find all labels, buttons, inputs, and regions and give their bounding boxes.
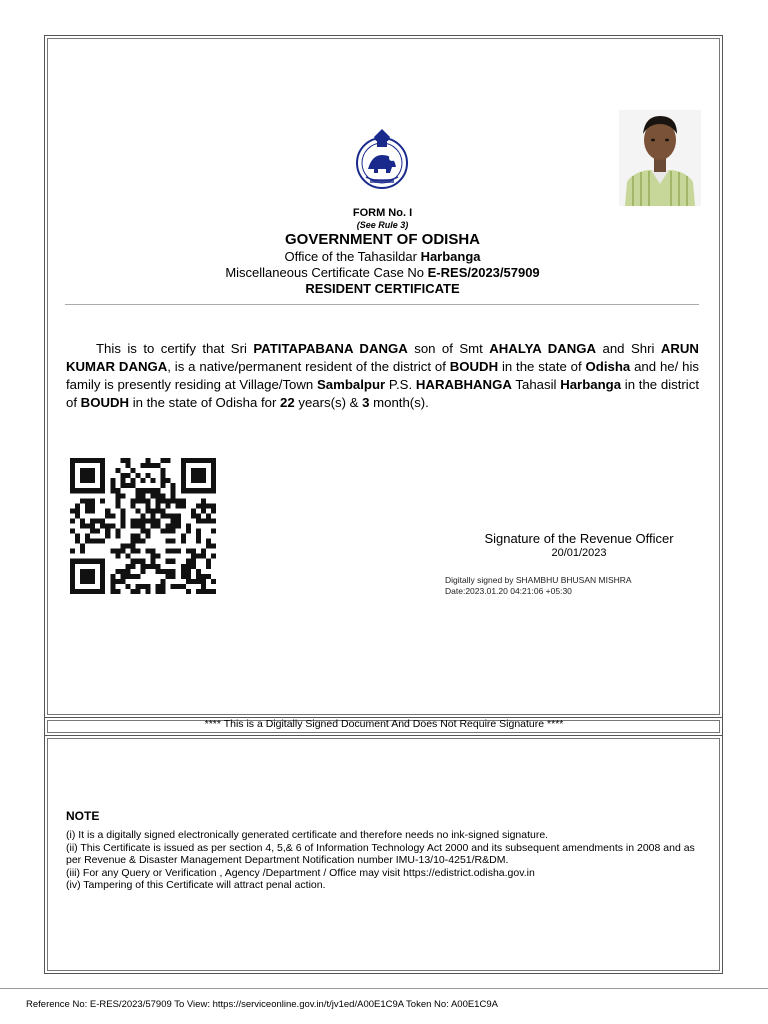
qr-code-icon[interactable]: [70, 458, 216, 594]
body-text: , is a native/permanent resident of the district of: [167, 359, 450, 374]
father-name: ARUN KUMAR DANGA: [66, 341, 699, 374]
body-text: This is to certify that Sri: [96, 341, 254, 356]
note-item: (i) It is a digitally signed electronically generated certificate and therefore needs no ink-signed signature.: [66, 829, 549, 841]
district-name: BOUDH: [80, 395, 130, 410]
body-text: P.S.: [385, 377, 416, 392]
case-line: [60, 265, 705, 280]
case-prefix: Miscellaneous Certificate Case No: [225, 265, 428, 280]
body-text: month(s).: [369, 395, 429, 410]
header-divider: [65, 304, 699, 305]
body-text: Tahasil: [511, 377, 561, 392]
note-item: (iv) Tampering of this Certificate will attract penal action.: [66, 879, 326, 891]
body-text: years(s) &: [294, 395, 363, 410]
tahasil-name: Harbanga: [560, 377, 622, 392]
applicant-name: PATITAPABANA DANGA: [253, 341, 408, 356]
body-text: in the district of: [66, 377, 699, 410]
see-rule: (See Rule 3): [356, 220, 409, 230]
state-name: Odisha: [585, 359, 631, 374]
district-name: BOUDH: [449, 359, 499, 374]
applicant-photo: [619, 110, 701, 206]
digital-signature-info: [445, 575, 632, 597]
digital-signed-banner: **** This is a Digitally Signed Document And Does Not Require Signature ****: [204, 718, 564, 730]
signature-title: Signature of the Revenue Officer: [484, 531, 674, 546]
years-count: 22: [280, 395, 295, 410]
signature-date: 20/01/2023: [551, 547, 607, 559]
note-title: NOTE: [66, 809, 100, 823]
certificate-title: RESIDENT CERTIFICATE: [305, 281, 460, 296]
footer-divider: [0, 988, 768, 989]
note-item: (ii) This Certificate is issued as per section 4, 5,& 6 of Information Technology Act 2000 and its subsequent amendments in 2008 and as per Revenue & Disaster Management Department Notification number IMU-13/10-4251/R&DM.: [66, 841, 695, 866]
mother-name: AHALYA DANGA: [489, 341, 597, 356]
body-text: in the state of Odisha for: [129, 395, 281, 410]
months-count: 3: [362, 395, 370, 410]
form-number: FORM No. I: [352, 207, 413, 219]
odisha-emblem-icon: [350, 127, 414, 191]
village-name: Sambalpur: [317, 377, 386, 392]
office-name: Harbanga: [420, 249, 481, 264]
body-text: in the state of: [498, 359, 586, 374]
body-text: and Shri: [596, 341, 661, 356]
note-item: (iii) For any Query or Verification , Agency /Department / Office may visit https://edistrict.odisha.gov.in: [66, 866, 535, 879]
office-line: [60, 249, 705, 264]
body-text: and he/ his family is presently residing at Village/Town: [66, 359, 699, 392]
body-text: son of Smt: [407, 341, 490, 356]
digital-signer: Digitally signed by SHAMBHU BHUSAN MISHRA: [445, 575, 632, 585]
office-prefix: Office of the Tahasildar: [284, 249, 421, 264]
government-title: GOVERNMENT OF ODISHA: [284, 231, 480, 248]
case-number: E-RES/2023/57909: [427, 265, 540, 280]
certificate-body: [66, 340, 699, 412]
note-list: [66, 829, 706, 892]
footer-reference: Reference No: E-RES/2023/57909 To View: https://serviceonline.gov.in/t/jv1ed/A00E1C9A Token No: A00E1C9A: [26, 999, 498, 1010]
police-station: HARABHANGA: [415, 377, 512, 392]
digital-sign-date: Date:2023.01.20 04:21:06 +05:30: [445, 586, 572, 596]
